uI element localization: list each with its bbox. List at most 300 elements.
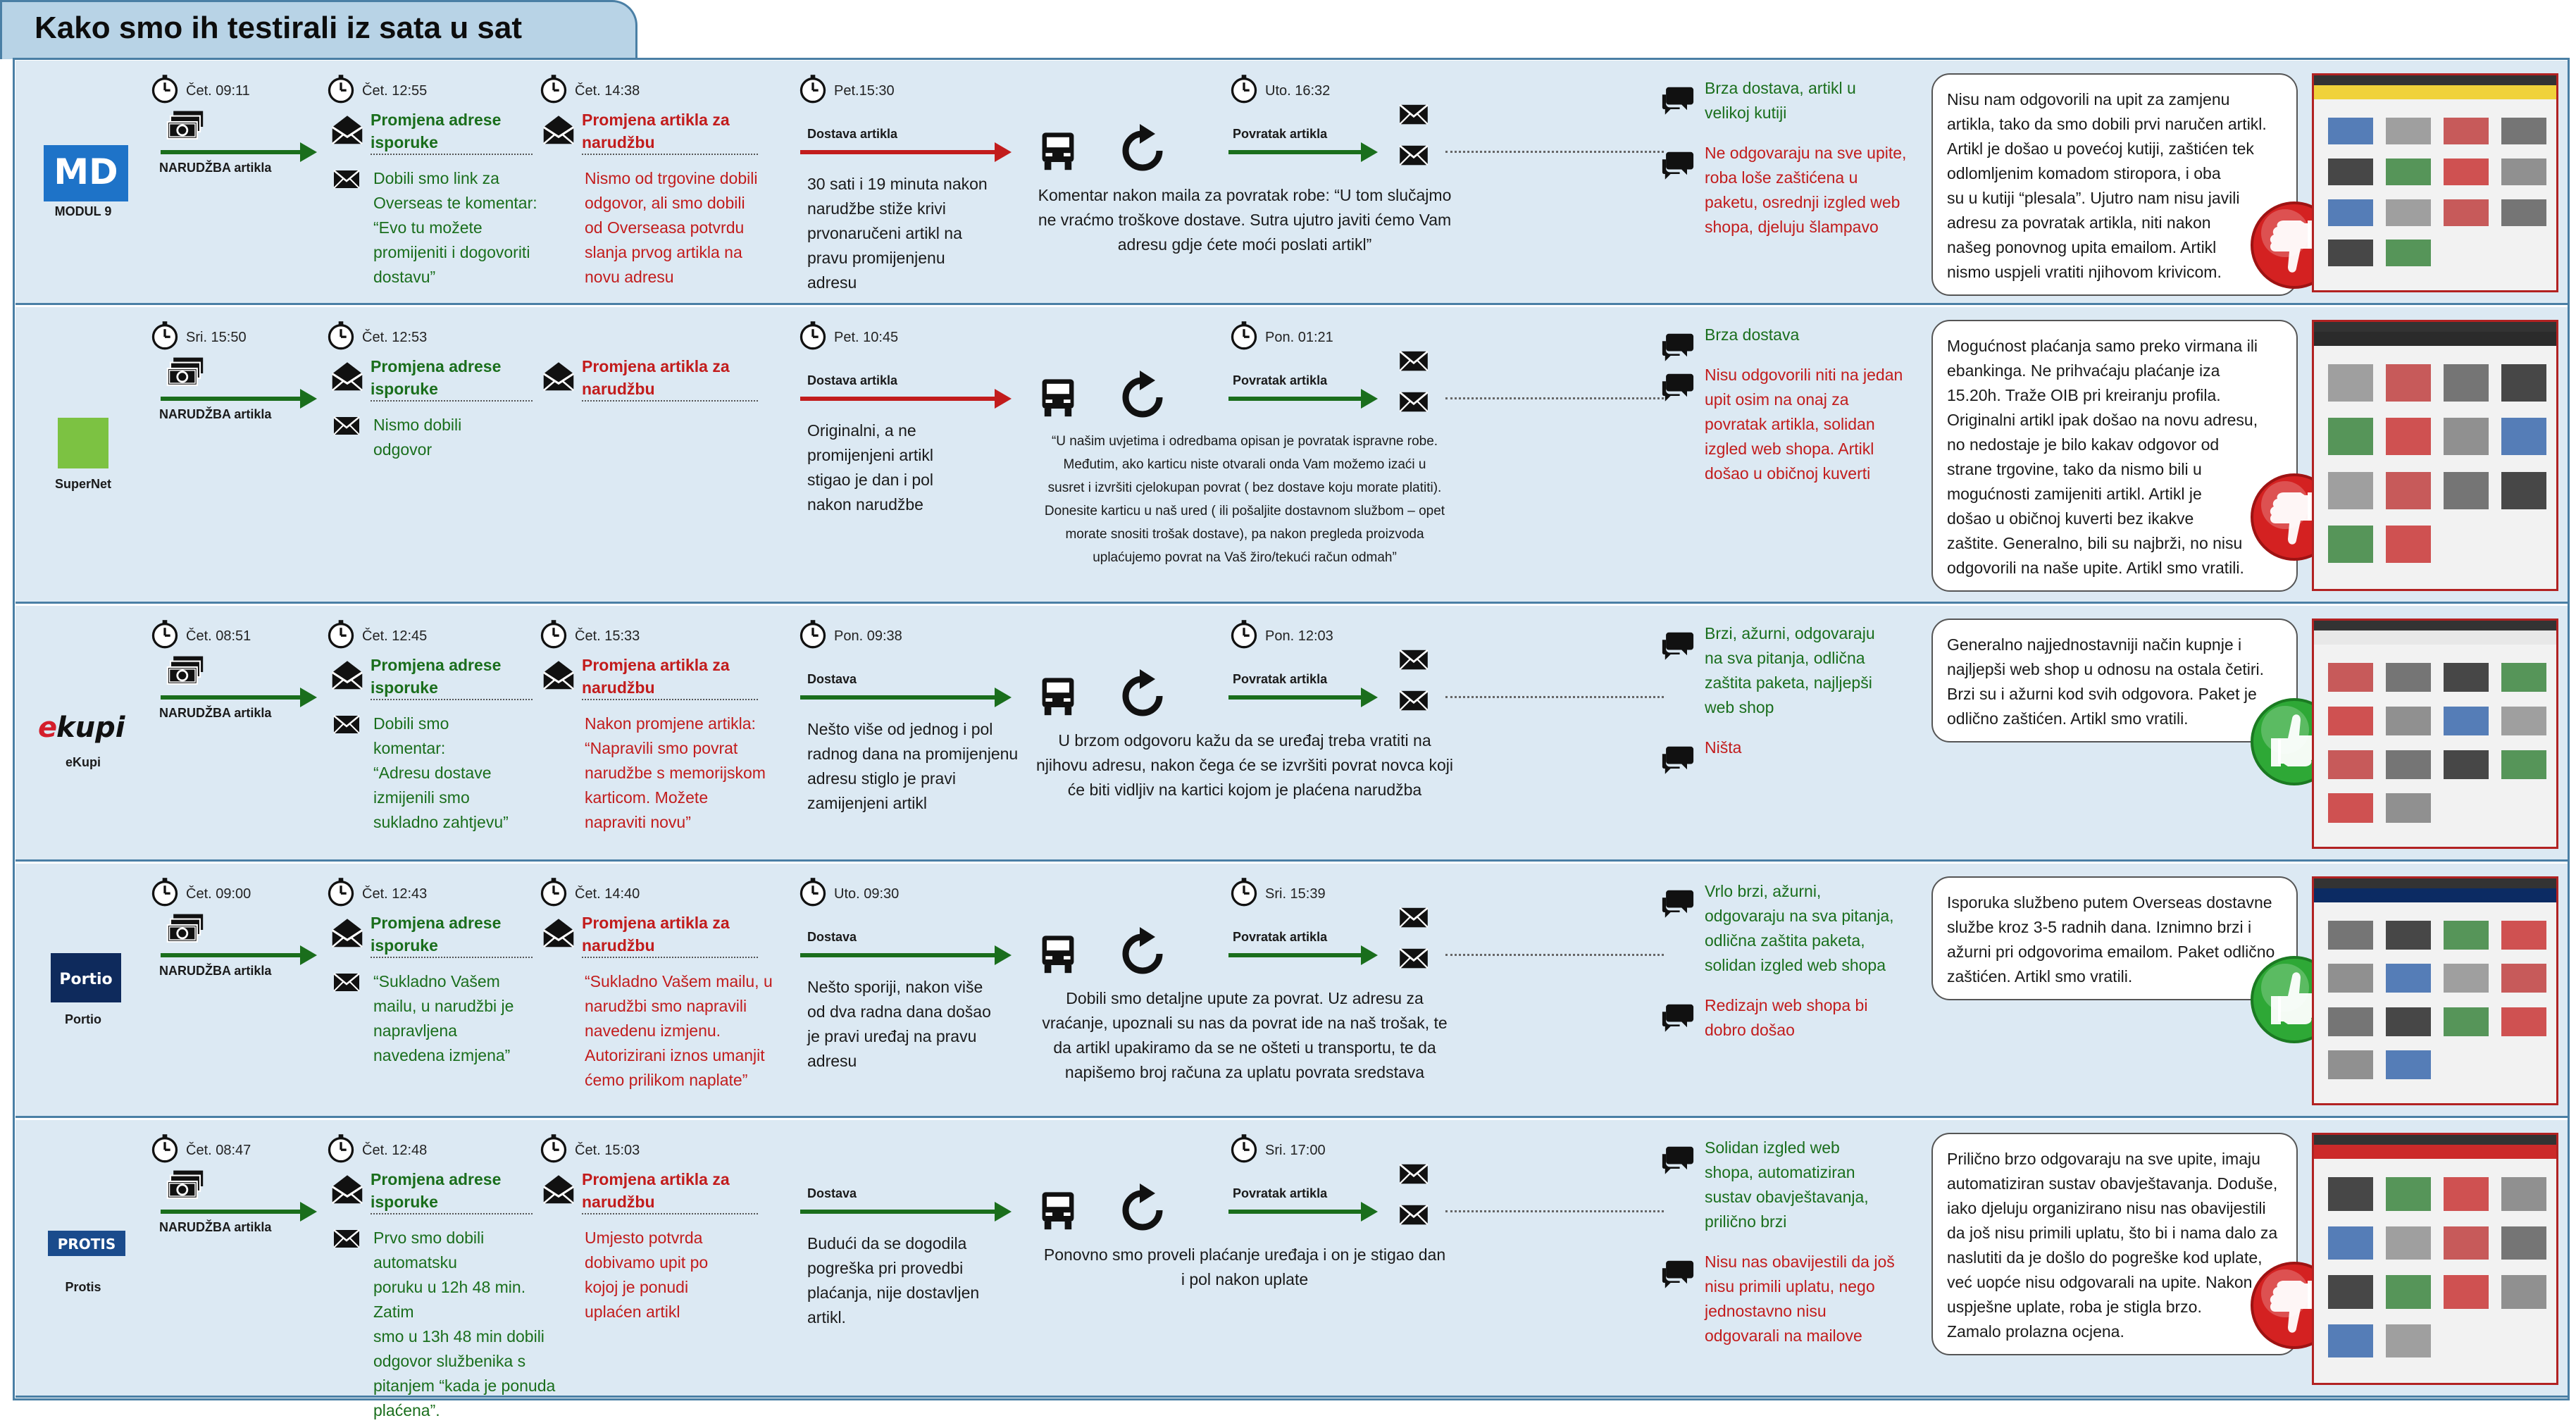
cons-text	[1705, 993, 1909, 1043]
cons-text-line: Nisu nas obavijestili da još	[1705, 1253, 1895, 1271]
cons-text-line: Ne odgovaraju na sve upite,	[1705, 144, 1907, 162]
envelope-icon	[1396, 345, 1431, 376]
verdict-line: artikla, tako da smo dobili prvi naručen artikl.	[1947, 115, 2267, 133]
verdict-bubble	[1931, 876, 2298, 1000]
item-change-text	[585, 712, 789, 835]
envelope-open-icon	[541, 358, 576, 393]
connector-line	[1445, 954, 1664, 956]
delivery-arrow	[800, 953, 996, 957]
return-arrow-head	[1361, 142, 1378, 162]
return-text-line: U brzom odgovoru kažu da se uređaj treba vratiti na	[1058, 731, 1431, 750]
delivery-text-line: artikl.	[807, 1308, 846, 1326]
item-change-text-line: uplaćen artikl	[585, 1303, 680, 1321]
order-arrow	[161, 1210, 301, 1214]
verdict-line: nismo uspjeli vratiti njihovom krivicom.	[1947, 263, 2222, 281]
delivery-text	[807, 1231, 1019, 1330]
order-label: NARUDŽBA artikla	[159, 1220, 272, 1234]
verdict-line: Nisu nam odgovorili na upit za zamjenu	[1947, 90, 2230, 108]
item-change-text-line: odgovor, ali smo dobili	[585, 194, 745, 212]
verdict-line: iako djeluju organizirano nisu nas obavijestili	[1947, 1199, 2266, 1217]
return-time: Pon. 12:03	[1265, 628, 1333, 644]
clock-icon	[797, 619, 828, 650]
order-arrow-head	[300, 142, 317, 162]
cons-text	[1705, 363, 1909, 486]
clock-icon	[538, 876, 569, 907]
shop-screenshot-block	[2328, 1177, 2373, 1211]
shop-screenshot-block	[2328, 793, 2373, 822]
return-text-line: morate snositi trošak dostave), pa nakon pregleda proizvoda	[1065, 527, 1424, 542]
shop-name: Protis	[65, 1280, 101, 1294]
clock-icon	[1228, 876, 1259, 907]
clock-icon	[325, 320, 356, 351]
item-change-text-line: narudžbi smo napravili	[585, 997, 747, 1015]
money-icon	[162, 354, 209, 393]
shop-screenshot-block	[2444, 750, 2489, 779]
shop-name: Portio	[65, 1012, 101, 1026]
envelope-icon	[1396, 902, 1431, 933]
return-text	[1030, 986, 1460, 1085]
clock-icon	[325, 73, 356, 104]
verdict-bubble	[1931, 619, 2298, 742]
verdict-line: najljepši web shop u odnosu na ostala četiri.	[1947, 660, 2265, 678]
shop-screenshot-block	[2386, 707, 2431, 735]
pros-text-line: Brza dostava, artikl u	[1705, 79, 1856, 97]
pros-text-line: solidan izgled web shopa	[1705, 956, 1886, 974]
address-change-text-line: Overseas te komentar:	[373, 194, 537, 212]
verdict-line: strane trgovine, tako da nismo bili u	[1947, 460, 2202, 478]
order-label: NARUDŽBA artikla	[159, 964, 272, 978]
delivery-text-line: promijenjeni artikl	[807, 446, 933, 464]
return-text-line: i pol nakon uplate	[1181, 1270, 1309, 1288]
envelope-icon	[330, 165, 363, 193]
shop-screenshot-block	[2328, 1007, 2373, 1036]
shop-screenshot-block	[2386, 118, 2431, 144]
shop-screenshot-block	[2328, 526, 2373, 563]
chat-icon	[1660, 368, 1696, 405]
pros-text-line: Vrlo brzi, ažurni,	[1705, 882, 1822, 900]
return-label: Povratak artikla	[1233, 373, 1328, 387]
clock-icon	[149, 619, 180, 650]
cons-text-line: Nisu odgovorili niti na jedan	[1705, 366, 1903, 384]
item-change-time: Čet. 14:38	[575, 83, 640, 99]
address-change-time: Čet. 12:53	[362, 330, 428, 345]
item-change-text-line: “Sukladno Vašem mailu, u	[585, 972, 773, 990]
verdict-line: došao u običnoj kuverti bez ikakve	[1947, 509, 2194, 528]
shop-screenshot-block	[2386, 199, 2431, 226]
delivery-arrow	[800, 150, 996, 154]
return-text	[1030, 728, 1460, 802]
delivery-arrow	[800, 397, 996, 401]
shop-screenshot-block	[2386, 526, 2431, 563]
clock-icon	[1228, 320, 1259, 351]
order-arrow-head	[300, 389, 317, 409]
chat-icon	[1660, 885, 1696, 921]
item-change-text-line: Umjesto potvrda	[585, 1229, 703, 1247]
clock-icon	[797, 73, 828, 104]
shop-screenshot-block	[2386, 364, 2431, 402]
delivery-text-line: pravu promijenjenu	[807, 249, 945, 267]
return-text-line: vraćanje, upoznali su nas da povrat ide na naš trošak, te	[1042, 1014, 1448, 1032]
delivery-time: Pon. 09:38	[834, 628, 902, 644]
envelope-icon	[1396, 685, 1431, 716]
truck-icon	[1035, 673, 1081, 719]
row-portio	[15, 864, 2568, 1118]
shop-screenshot	[2312, 1133, 2558, 1385]
item-change-text-line: Nismo od trgovine dobili	[585, 169, 758, 187]
item-change-text-line: napraviti novu”	[585, 813, 691, 831]
envelope-open-icon	[330, 111, 365, 147]
verdict-line: Prilično brzo odgovaraju na sve upite, imaju	[1947, 1150, 2260, 1168]
shop-screenshot	[2312, 73, 2558, 292]
order-arrow-head	[300, 945, 317, 965]
address-change-text-line: “Sukladno Vašem	[373, 972, 500, 990]
address-change-text	[373, 166, 564, 290]
cons-text-line: roba loše zaštićena u	[1705, 168, 1858, 187]
verdict-line: zaštite. Generalno, bili su najbrži, no nisu	[1947, 534, 2243, 552]
shop-logo	[32, 696, 125, 752]
delivery-arrow-head	[995, 688, 1012, 707]
verdict-line: Isporuka službeno putem Overseas dostavne	[1947, 893, 2272, 912]
cons-text-line: povratak artikla, solidan	[1705, 415, 1875, 433]
cons-text-line: upit osim na onaj za	[1705, 390, 1849, 409]
page-title: Kako smo ih testirali iz sata u sat	[35, 11, 523, 45]
return-arrow	[1228, 397, 1362, 401]
address-change-text-line: mailu, u narudžbi je	[373, 997, 514, 1015]
envelope-open-icon	[541, 657, 576, 692]
address-change-text-line: smo u 13h 48 min dobili	[373, 1327, 545, 1346]
item-change-title: Promjena artikla za narudžbu	[582, 654, 758, 700]
envelope-icon	[330, 411, 363, 440]
delivery-text-line: adresu stiglo je pravi	[807, 769, 956, 788]
chat-icon	[1660, 999, 1696, 1036]
delivery-arrow	[800, 695, 996, 700]
delivery-text-line: zamijenjeni artikl	[807, 794, 928, 812]
verdict-line: Zamalo prolazna ocjena.	[1947, 1322, 2124, 1341]
address-change-time: Čet. 12:43	[362, 886, 428, 902]
shop-screenshot-block	[2444, 921, 2489, 950]
cons-text-line: Redizajn web shopa bi	[1705, 996, 1868, 1014]
shop-screenshot-block	[2328, 199, 2373, 226]
return-text-line: Komentar nakon maila za povratak robe: “U tom slučajmo	[1038, 186, 1452, 204]
shop-screenshot-block	[2444, 472, 2489, 509]
return-text-line: “U našim uvjetima i odredbama opisan je povratak ispravne robe.	[1051, 434, 1438, 449]
delivery-text-line: radnog dana na promijenjenu	[807, 745, 1019, 763]
shop-logo	[48, 1231, 125, 1256]
svg-text:kupi: kupi	[56, 711, 125, 744]
item-change-text-line: novu adresu	[585, 268, 674, 286]
chat-icon	[1660, 741, 1696, 778]
address-change-text-line: izmijenili smo	[373, 788, 470, 807]
chat-icon	[1660, 1141, 1696, 1178]
order-time: Sri. 15:50	[186, 330, 247, 345]
envelope-open-icon	[330, 657, 365, 692]
item-change-text	[585, 969, 789, 1093]
chat-icon	[1660, 147, 1696, 183]
cons-text-line: nisu primili uplatu, nego	[1705, 1277, 1875, 1295]
clock-icon	[1228, 619, 1259, 650]
delivery-text-line: 30 sati i 19 minuta nakon	[807, 175, 988, 193]
connector-line	[1445, 397, 1664, 399]
row-supernet	[15, 307, 2568, 604]
verdict-line: naslutiti da je došlo do pogreške kod uplate,	[1947, 1248, 2263, 1267]
return-time: Sri. 17:00	[1265, 1143, 1326, 1158]
shop-screenshot-block	[2501, 418, 2546, 455]
delivery-text-line: od dva radna dana došao	[807, 1002, 991, 1021]
shop-screenshot-block	[2501, 1275, 2546, 1309]
envelope-icon	[1396, 139, 1431, 170]
shop-screenshot-block	[2386, 663, 2431, 692]
delivery-time: Uto. 09:30	[834, 886, 900, 902]
item-change-title: Promjena artikla za narudžbu	[582, 1168, 758, 1214]
return-time: Sri. 15:39	[1265, 886, 1326, 902]
shop-screenshot-block	[2501, 118, 2546, 144]
svg-text:e: e	[38, 711, 58, 744]
delivery-text-line: Budući da se dogodila	[807, 1234, 967, 1253]
verdict-bubble	[1931, 320, 2298, 592]
shop-screenshot-block	[2328, 364, 2373, 402]
pros-text	[1705, 76, 1909, 125]
clock-icon	[538, 1133, 569, 1164]
return-text	[1030, 1243, 1460, 1292]
item-change-text-line: kojoj je ponudi	[585, 1278, 689, 1296]
delivery-text-line: pogreška pri provedbi	[807, 1259, 964, 1277]
row-ekupi	[15, 606, 2568, 862]
delivery-time: Pet.15:30	[834, 83, 895, 99]
return-arrow	[1228, 1210, 1362, 1214]
return-cycle-icon	[1114, 926, 1171, 982]
shop-screenshot-block	[2328, 472, 2373, 509]
item-change-text-line: narudžbe s memorijskom	[585, 764, 766, 782]
delivery-text-line: prvonaručeni artikl na	[807, 224, 962, 242]
delivery-label: Dostava	[807, 1186, 857, 1200]
verdict-line: ažurni pri odgovorima emailom. Paket odlično	[1947, 943, 2275, 961]
return-text-line: ne vraćmo troškove dostave. Sutra ujutro javiti ćemo Vam	[1038, 211, 1452, 229]
shop-screenshot-topbar	[2314, 878, 2556, 888]
shop-screenshot-block	[2328, 240, 2373, 266]
item-change-text	[585, 166, 789, 290]
delivery-arrow-head	[995, 389, 1012, 409]
delivery-arrow	[800, 1210, 996, 1214]
order-time: Čet. 09:00	[186, 886, 251, 902]
return-label: Povratak artikla	[1233, 127, 1328, 141]
pros-text	[1705, 621, 1909, 720]
verdict-line: da još nisu primili uplatu, što bi i nama dalo za	[1947, 1224, 2278, 1242]
shop-screenshot-block	[2501, 663, 2546, 692]
delivery-text-line: nakon narudžbe	[807, 495, 923, 514]
shop-screenshot-block	[2386, 159, 2431, 185]
envelope-icon	[1396, 644, 1431, 675]
clock-icon	[325, 876, 356, 907]
shop-screenshot-nav	[2314, 888, 2556, 902]
connector-line	[1445, 151, 1664, 153]
delivery-label: Dostava	[807, 930, 857, 944]
cons-text-line: jednostavno nisu	[1705, 1302, 1827, 1320]
address-change-text-line: pitanjem “kada je ponuda	[373, 1377, 556, 1395]
shop-screenshot-block	[2386, 921, 2431, 950]
envelope-open-icon	[541, 1171, 576, 1206]
shop-screenshot-block	[2386, 418, 2431, 455]
shop-screenshot-block	[2501, 750, 2546, 779]
pros-text-line: Solidan izgled web	[1705, 1138, 1840, 1157]
return-time: Uto. 16:32	[1265, 83, 1331, 99]
envelope-icon	[1396, 386, 1431, 417]
envelope-icon	[1396, 1158, 1431, 1189]
clock-icon	[149, 1133, 180, 1164]
item-change-text-line: Autorizirani iznos umanjit	[585, 1046, 765, 1064]
shop-screenshot-block	[2386, 1177, 2431, 1211]
title-tab	[0, 0, 637, 59]
return-time: Pon. 01:21	[1265, 330, 1333, 345]
verdict-line: uspješne uplate, roba je stigla brzo.	[1947, 1298, 2202, 1316]
shop-screenshot-block	[2386, 1007, 2431, 1036]
item-change-title: Promjena artikla za narudžbu	[582, 108, 758, 155]
order-arrow	[161, 150, 301, 154]
clock-icon	[538, 73, 569, 104]
verdict-line: odgovorili na naše upite. Artikl smo vratili.	[1947, 559, 2244, 577]
clock-icon	[325, 1133, 356, 1164]
item-change-text-line: slanja prvog artikla na	[585, 243, 742, 261]
address-change-text-line: “Adresu dostave	[373, 764, 492, 782]
clock-icon	[325, 619, 356, 650]
shop-screenshot-block	[2501, 964, 2546, 993]
verdict-line: mogućnosti zamijeniti artikl. Artikl je	[1947, 485, 2202, 503]
shop-screenshot-block	[2444, 1007, 2489, 1036]
address-change-text	[373, 413, 564, 462]
return-arrow-head	[1361, 1202, 1378, 1222]
verdict-line: službe kroz 3-5 radnih dana. Iznimno brzi i	[1947, 918, 2252, 936]
shop-screenshot-topbar	[2314, 322, 2556, 332]
delivery-text-line: Nešto više od jednog i pol	[807, 720, 993, 738]
address-change-text-line: “Evo tu možete	[373, 218, 483, 237]
shop-screenshot	[2312, 619, 2558, 849]
verdict-bubble	[1931, 1133, 2298, 1355]
item-change-time: Čet. 14:40	[575, 886, 640, 902]
shop-screenshot-block	[2386, 1050, 2431, 1079]
verdict-line: već uopće nisu odgovarali na upite. Nakon	[1947, 1273, 2253, 1291]
item-change-text-line: dobivamo upit po	[585, 1253, 709, 1272]
order-label: NARUDŽBA artikla	[159, 706, 272, 720]
order-time: Čet. 08:47	[186, 1143, 251, 1158]
shop-screenshot-block	[2386, 750, 2431, 779]
pros-text-line: na sva pitanja, odlična	[1705, 649, 1865, 667]
return-cycle-icon	[1114, 369, 1171, 425]
money-icon	[162, 652, 209, 692]
shop-screenshot-block	[2501, 1177, 2546, 1211]
delivery-text	[807, 975, 1019, 1074]
order-arrow-head	[300, 1202, 317, 1222]
item-change-text-line: Nakon promjene artikla:	[585, 714, 756, 733]
delivery-text-line: Originalni, a ne	[807, 421, 916, 440]
return-text-line: susret i izvršiti cjelokupan povrat ( bez dostave koju morate platiti).	[1047, 480, 1442, 495]
item-change-time: Čet. 15:03	[575, 1143, 640, 1158]
address-change-text-line: Nismo dobili	[373, 416, 462, 434]
shop-name: SuperNet	[54, 476, 111, 491]
verdict-line: zaštićen. Artikl smo vratili.	[1947, 967, 2133, 986]
return-text-line: Ponovno smo proveli plaćanje uređaja i on je stigao dan	[1043, 1245, 1446, 1264]
delivery-text-line: Nešto sporiji, nakon više	[807, 978, 983, 996]
cons-text-line: paketu, osrednji izgled web	[1705, 193, 1900, 211]
envelope-icon	[330, 710, 363, 738]
item-change-text-line: navedenu izmjenu.	[585, 1021, 721, 1040]
delivery-text	[807, 717, 1019, 816]
shop-logo	[44, 145, 118, 201]
shop-screenshot-block	[2328, 159, 2373, 185]
order-label: NARUDŽBA artikla	[159, 161, 272, 175]
connector-line	[1445, 1210, 1664, 1212]
pros-text-line: sustav obavještavanja,	[1705, 1188, 1869, 1206]
envelope-icon	[1396, 99, 1431, 130]
cons-text-line: izgled web shopa. Artikl	[1705, 440, 1874, 458]
return-text-line: napišemo broj računa za uplatu povrata sredstava	[1064, 1063, 1425, 1081]
truck-icon	[1035, 1188, 1081, 1233]
address-change-text-line: odgovor	[373, 440, 433, 459]
clock-icon	[1228, 1133, 1259, 1164]
shop-screenshot-block	[2386, 240, 2431, 266]
cons-text	[1705, 1250, 1909, 1348]
shop-screenshot-block	[2444, 1226, 2489, 1260]
address-change-text-line: sukladno zahtjevu”	[373, 813, 509, 831]
truck-icon	[1035, 931, 1081, 976]
address-change-title: Promjena adrese isporuke	[371, 108, 533, 155]
delivery-arrow-head	[995, 142, 1012, 162]
verdict-line: Mogućnost plaćanja samo preko virmana ili	[1947, 337, 2258, 355]
clock-icon	[149, 73, 180, 104]
delivery-arrow-head	[995, 1202, 1012, 1222]
address-change-text-line: promijeniti i dogovoriti	[373, 243, 530, 261]
envelope-icon	[330, 968, 363, 996]
delivery-arrow-head	[995, 945, 1012, 965]
shop-screenshot-block	[2386, 964, 2431, 993]
truck-icon	[1035, 128, 1081, 173]
address-change-text-line: dostavu”	[373, 268, 436, 286]
money-icon	[162, 1167, 209, 1206]
envelope-icon	[330, 1224, 363, 1253]
pros-text	[1705, 1136, 1909, 1234]
return-text	[1030, 430, 1460, 569]
order-time: Čet. 09:11	[186, 83, 250, 99]
item-change-text	[585, 1226, 789, 1324]
shop-screenshot-block	[2328, 118, 2373, 144]
shop-screenshot-block	[2444, 1275, 2489, 1309]
chat-icon	[1660, 1255, 1696, 1292]
shop-screenshot-block	[2501, 1226, 2546, 1260]
shop-screenshot-block	[2328, 663, 2373, 692]
clock-icon	[538, 619, 569, 650]
shop-name: MODUL 9	[54, 204, 112, 218]
verdict-line: Brzi su i ažurni kod svih odgovora. Paket je	[1947, 685, 2257, 703]
shop-screenshot-block	[2328, 1275, 2373, 1309]
envelope-open-icon	[330, 358, 365, 393]
item-change-title: Promjena artikla za narudžbu	[582, 912, 758, 958]
return-text	[1030, 183, 1460, 257]
shop-logo	[58, 418, 108, 468]
delivery-text-line: adresu	[807, 1052, 857, 1070]
pros-text	[1705, 879, 1909, 978]
svg-text:MD: MD	[54, 151, 118, 192]
cons-text-line: shopa, djeluju šlampavo	[1705, 218, 1879, 236]
clock-icon	[797, 876, 828, 907]
pros-text-line: odlična zaštita paketa,	[1705, 931, 1865, 950]
shop-screenshot-block	[2444, 159, 2489, 185]
address-change-text-line: napravljena	[373, 1021, 457, 1040]
chat-icon	[1660, 82, 1696, 118]
envelope-open-icon	[330, 1171, 365, 1206]
envelope-icon	[1396, 943, 1431, 974]
verdict-line: našeg ponovnog upita emailom. Artikl	[1947, 238, 2217, 256]
pros-text-line: odgovaraju na sva pitanja,	[1705, 907, 1894, 925]
delivery-text-line: plaćanja, nije dostavljen	[807, 1284, 980, 1302]
return-arrow	[1228, 150, 1362, 154]
